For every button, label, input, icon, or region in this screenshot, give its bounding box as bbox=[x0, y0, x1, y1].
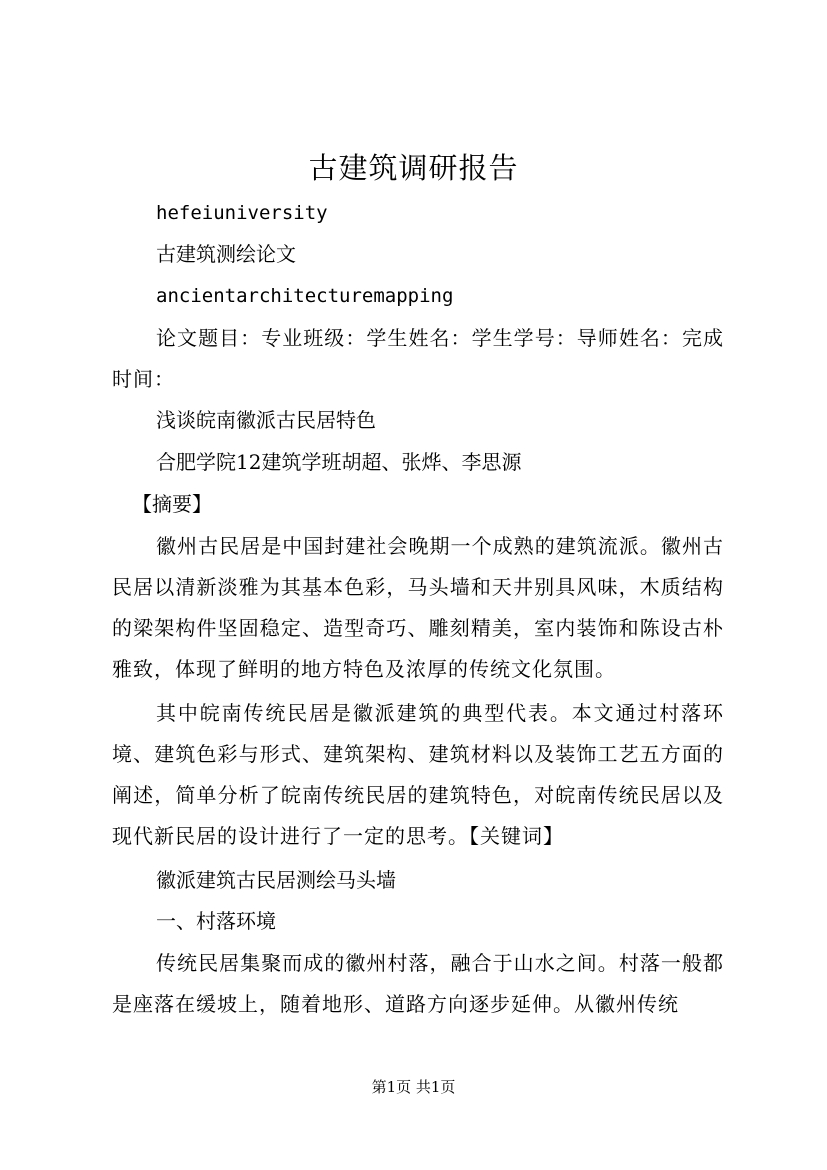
paper-title: 浅谈皖南徽派古民居特色 bbox=[156, 408, 376, 432]
authors-line: 合肥学院12建筑学班胡超、张烨、李思源 bbox=[156, 450, 522, 474]
school-name: hefeiuniversity bbox=[156, 202, 328, 224]
page-footer: 第1页 共1页 bbox=[371, 1078, 456, 1096]
section-paragraph-1: 传统民居集聚而成的徽州村落，融合于山水之间。村落一般都是座落在缓坡上，随着地形、道路方向逐步延伸。从徽州传统 bbox=[112, 951, 724, 1016]
abstract-heading: 【摘要】 bbox=[132, 492, 212, 516]
abstract-paragraph-2: 其中皖南传统民居是徽派建筑的典型代表。本文通过村落环境、建筑色彩与形式、建筑架构、建筑材料以及装饰工艺五方面的阐述，简单分析了皖南传统民居的建筑特色，对皖南传统民居以及现代新民居的设计进行了一定的思考。【关键词】 bbox=[112, 701, 724, 848]
thesis-label: 古建筑测绘论文 bbox=[156, 242, 296, 266]
keywords-line: 徽派建筑古民居测绘马头墙 bbox=[156, 868, 396, 892]
document-title: 古建筑调研报告 bbox=[308, 151, 519, 185]
abstract-paragraph-1: 徽州古民居是中国封建社会晚期一个成熟的建筑流派。徽州古民居以清新淡雅为其基本色彩，马头墙和天井别具风味，木质结构的梁架构件坚固稳定、造型奇巧、雕刻精美，室内装饰和陈设古朴雅致，体现了鲜明的地方特色及浓厚的传统文化氛围。 bbox=[112, 534, 724, 681]
info-fields: 论文题目：专业班级：学生姓名：学生学号：导师姓名：完成时间： bbox=[112, 326, 724, 391]
section-heading: 一、村落环境 bbox=[156, 909, 276, 933]
english-title: ancientarchitecturemapping bbox=[156, 285, 454, 307]
